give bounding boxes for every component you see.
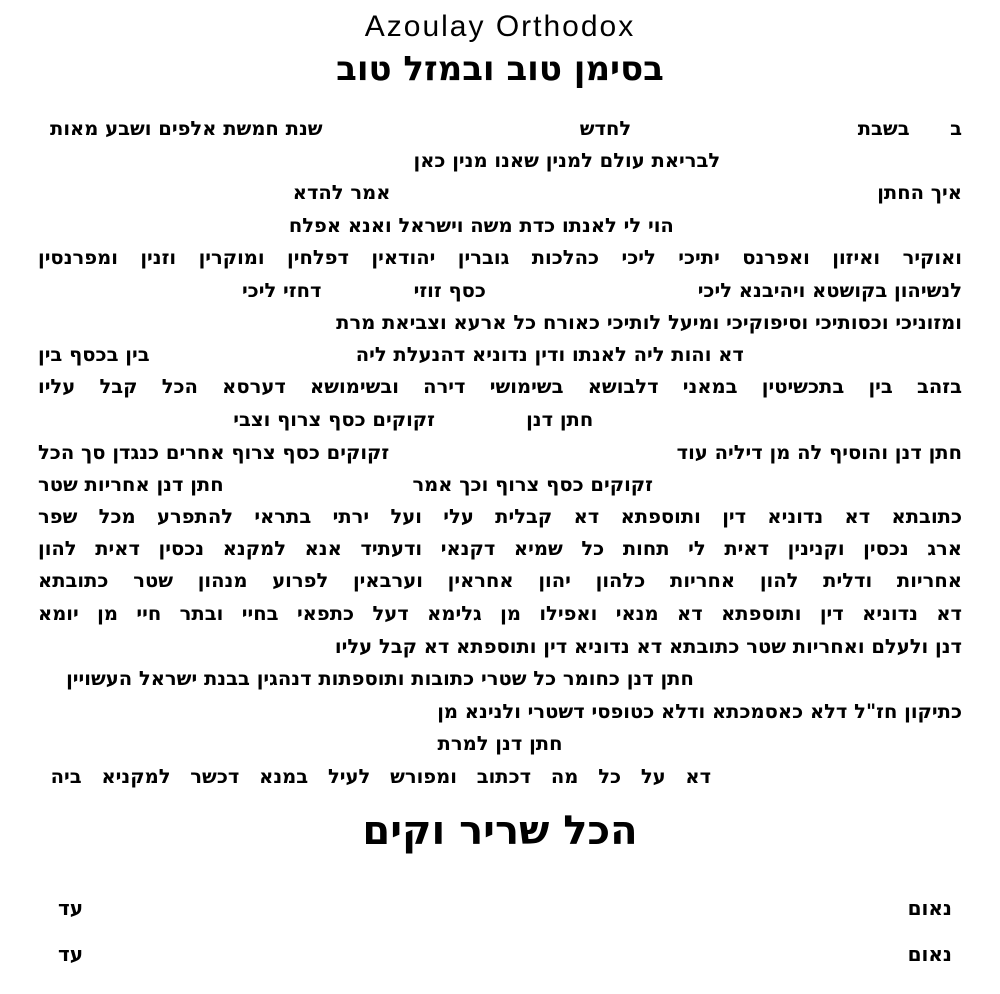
text-line-conclusion: דא על כל מה דכתוב ומפורש לעיל במנא דכשר למקניא ביה bbox=[50, 764, 712, 788]
blank-zekukim-sum bbox=[435, 419, 526, 420]
blank-sum bbox=[486, 290, 698, 291]
blank-witness-2-signature bbox=[83, 954, 908, 955]
witness-1-naum-label: נאום bbox=[907, 896, 952, 921]
text-line-groom-to-bride: חתן דנן למרת bbox=[38, 727, 962, 759]
text-line-surety-2: ארג נכסין וקנינין דאית לי תחות כל שמיא דקנאי ודעתיד אנא למקנא נכסין דאית להון bbox=[38, 537, 962, 561]
blank-groom-name-4 bbox=[694, 678, 962, 679]
blank-bride-reference bbox=[38, 192, 293, 193]
text-line-surety-4: דא נדוניא דין ותוספתא דא מנאי ואפילו מן גלימא דעל כתפאי בחיי ובתר חיי מן יומא bbox=[38, 601, 962, 625]
blank-bride-name-continued bbox=[744, 354, 962, 355]
blank-month-name bbox=[323, 128, 580, 129]
text-line-surety-1: כתובתא דא נדוניא דין ותוספתא דא קבלית עלי ועל ירתי בתראי להתפרע מכל שפר bbox=[38, 504, 962, 528]
blank-total-sum bbox=[653, 484, 962, 485]
closing-formula: הכל שריר וקים bbox=[362, 808, 638, 855]
blessing-header: בסימן טוב ובמזל טוב bbox=[336, 49, 664, 89]
blank-dowry-source bbox=[150, 354, 356, 355]
blank-year bbox=[720, 160, 962, 161]
text-line-dowry: דא והות ליה לאנתו ודין נדוניא דהנעלת ליה בין בכסף בין bbox=[38, 339, 962, 371]
blank-additional-sum bbox=[389, 452, 676, 453]
text-line-surety-5: דנן ולעלם ואחריות שטר כתובתא דא נדוניא דין ותוספתא דא קבל עליו bbox=[334, 634, 962, 658]
witness-2-naum-label: נאום bbox=[907, 942, 952, 967]
witness-1-ed-label: עד bbox=[58, 896, 84, 921]
witness-2-ed-label: עד bbox=[58, 942, 84, 967]
blank-day-count bbox=[631, 128, 858, 129]
blank-place bbox=[38, 160, 414, 161]
blank-sum-detail bbox=[321, 290, 413, 291]
witness-signature-line-1 bbox=[0, 894, 1000, 922]
blank-bride-name bbox=[38, 322, 336, 323]
text-line-obligations: ואוקיר ואיזון ואפרנס יתיכי ליכי כהלכות גוברין יהודאין דפלחין ומוקרין וזנין ומפרנסין bbox=[38, 245, 962, 269]
text-line-creation-era: לבריאת עולם למנין שאנו מנין כאן bbox=[38, 144, 962, 176]
text-line-sustenance: ומזוניכי וכסותיכי וסיפוקיכי ומיעל לותיכי כאורח כל ארעא וצביאת מרת bbox=[38, 306, 962, 338]
text-line-custom: חתן דנן כחומר כל שטרי כתובות ותוספתות דנהגין בבנת ישראל העשויין bbox=[38, 663, 962, 695]
text-line-dowry-items: בזהב בין בתכשיטין במאני דלבושא בשימושי דירה ובשימושא דערסא הכל קבל עליו bbox=[38, 375, 962, 399]
blank-groom-name-3 bbox=[224, 484, 413, 485]
ketubah-body-text bbox=[0, 112, 1000, 792]
blank-day-of-month bbox=[910, 128, 950, 129]
blank-groom-name-5 bbox=[38, 711, 437, 712]
text-line-total: זקוקים כסף צרוף וכך אמר חתן דנן אחריות שטר bbox=[38, 468, 962, 500]
text-line-groom-intro: איך החתן אמר להדא bbox=[38, 177, 962, 209]
text-line-surety-3: אחריות ודלית להון אחריות כלהון יהון אחראין וערבאין לפרוע מנהון שטר כתובתא bbox=[38, 569, 962, 593]
blank-witness-1-signature bbox=[83, 908, 908, 909]
witness-signature-line-2 bbox=[0, 940, 1000, 968]
text-line-mohar: לנשיהון בקושטא ויהיבנא ליכי כסף זוזי דחזי ליכי bbox=[241, 278, 962, 302]
page-title: Azoulay Orthodox bbox=[364, 10, 636, 43]
text-line-date: ב בשבת לחדש שנת חמשת אלפים ושבע מאות bbox=[50, 116, 962, 140]
text-line-dowry-sum: חתן דנן זקוקים כסף צרוף וצבי bbox=[38, 404, 962, 436]
text-line-kinyan: כתיקון חז"ל דלא כאסמכתא ודלא כטופסי דשטרי ולנינא מן bbox=[38, 695, 962, 727]
text-line-betrothal-declaration: הוי לי לאנתו כדת משה וישראל ואנא אפלח bbox=[288, 213, 674, 237]
blank-groom-name-2 bbox=[593, 419, 962, 420]
text-line-addition: חתן דנן והוסיף לה מן דיליה עוד זקוקים כסף צרוף אחרים כנגדן סך הכל bbox=[38, 440, 962, 464]
blank-bride-name-2 bbox=[38, 743, 438, 744]
blank-groom-name bbox=[390, 192, 877, 193]
